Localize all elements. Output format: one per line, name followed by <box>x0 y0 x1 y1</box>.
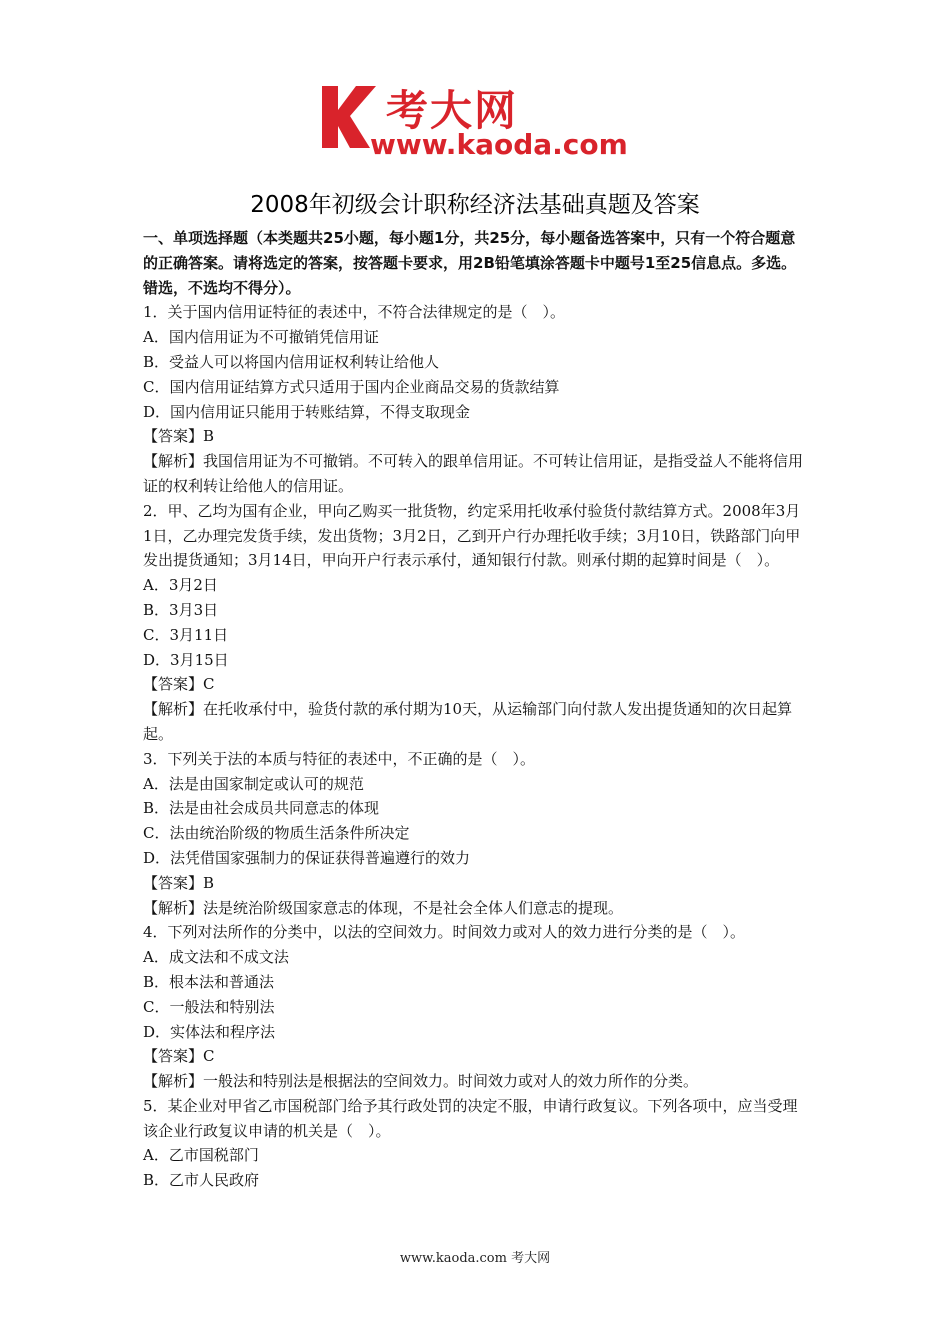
question-stem: 5．某企业对甲省乙市国税部门给予其行政处罚的决定不服，申请行政复议。下列各项中，应当受理该企业行政复议申请的机关是（ ）。 <box>143 1096 798 1140</box>
question-stem: 4．下列对法所作的分类中，以法的空间效力。时间效力或对人的效力进行分类的是（ ）。 <box>143 923 746 942</box>
option: B．3月3日 <box>143 600 219 619</box>
option: A．3月2日 <box>143 576 218 595</box>
option: B．法是由社会成员共同意志的体现 <box>143 799 380 818</box>
option: D．3月15日 <box>143 650 229 669</box>
kaoda-logo <box>318 82 638 162</box>
logo-url: www.kaoda.com <box>370 128 628 161</box>
option: C．国内信用证结算方式只适用于国内企业商品交易的货款结算 <box>143 377 560 396</box>
option: B．根本法和普通法 <box>143 972 275 991</box>
question-stem: 1．关于国内信用证特征的表述中，不符合法律规定的是（ ）。 <box>143 303 566 322</box>
answer: 【答案】C <box>143 1047 215 1066</box>
option: B．乙市人民政府 <box>143 1171 260 1190</box>
page-footer: www.kaoda.com 考大网 <box>399 1251 551 1266</box>
analysis: 【解析】在托收承付中，验货付款的承付期为10天，从运输部门向付款人发出提货通知的次日起算起。 <box>143 700 793 743</box>
logo-title: 考大网 <box>386 86 519 135</box>
option: A．法是由国家制定或认可的规范 <box>143 774 364 793</box>
option: D．法凭借国家强制力的保证获得普遍遵行的效力 <box>143 848 471 867</box>
answer: 【答案】B <box>143 873 215 892</box>
option: C．一般法和特别法 <box>143 997 275 1016</box>
answer: 【答案】C <box>143 675 215 694</box>
section-heading: 一、单项选择题（本类题共25小题，每小题1分，共25分，每小题备选答案中，只有一个符合题意的正确答案。请将选定的答案，按答题卡要求，用2B铅笔填涂答题卡中题号1至25信息点。多选。错选，不选均不得分）。 <box>143 229 797 297</box>
document-title: 2008年初级会计职称经济法基础真题及答案 <box>250 192 700 218</box>
analysis: 【解析】法是统治阶级国家意志的体现，不是社会全体人们意志的提现。 <box>143 898 624 917</box>
option: D．国内信用证只能用于转账结算，不得支取现金 <box>143 402 471 421</box>
option: D．实体法和程序法 <box>143 1022 276 1041</box>
answer: 【答案】B <box>143 427 215 446</box>
document-body <box>143 226 809 1193</box>
question-stem: 3．下列关于法的本质与特征的表述中，不正确的是（ ）。 <box>143 749 536 768</box>
option: A．国内信用证为不可撤销凭信用证 <box>143 328 379 347</box>
option: A．乙市国税部门 <box>143 1146 259 1165</box>
option: C．法由统治阶级的物质生活条件所决定 <box>143 824 410 843</box>
option: B．受益人可以将国内信用证权利转让给他人 <box>143 352 440 371</box>
option: A．成文法和不成文法 <box>143 948 289 967</box>
question-stem: 2．甲、乙均为国有企业，甲向乙购买一批货物，约定采用托收承付验货付款结算方式。2008年3月1日，乙办理完发货手续，发出货物；3月2日，乙到开户行办理托收手续；3月10日，铁路部门向甲发出提货通知；3月14日，甲向开户行表示承付，通知银行付款。则承付期的起算时间是（ ）。 <box>143 501 801 570</box>
analysis: 【解析】我国信用证为不可撤销。不可转入的跟单信用证。不可转让信用证，是指受益人不能将信用证的权利转让给他人的信用证。 <box>143 452 804 495</box>
option: C．3月11日 <box>143 625 229 644</box>
analysis: 【解析】一般法和特别法是根据法的空间效力。时间效力或对人的效力所作的分类。 <box>143 1072 699 1091</box>
